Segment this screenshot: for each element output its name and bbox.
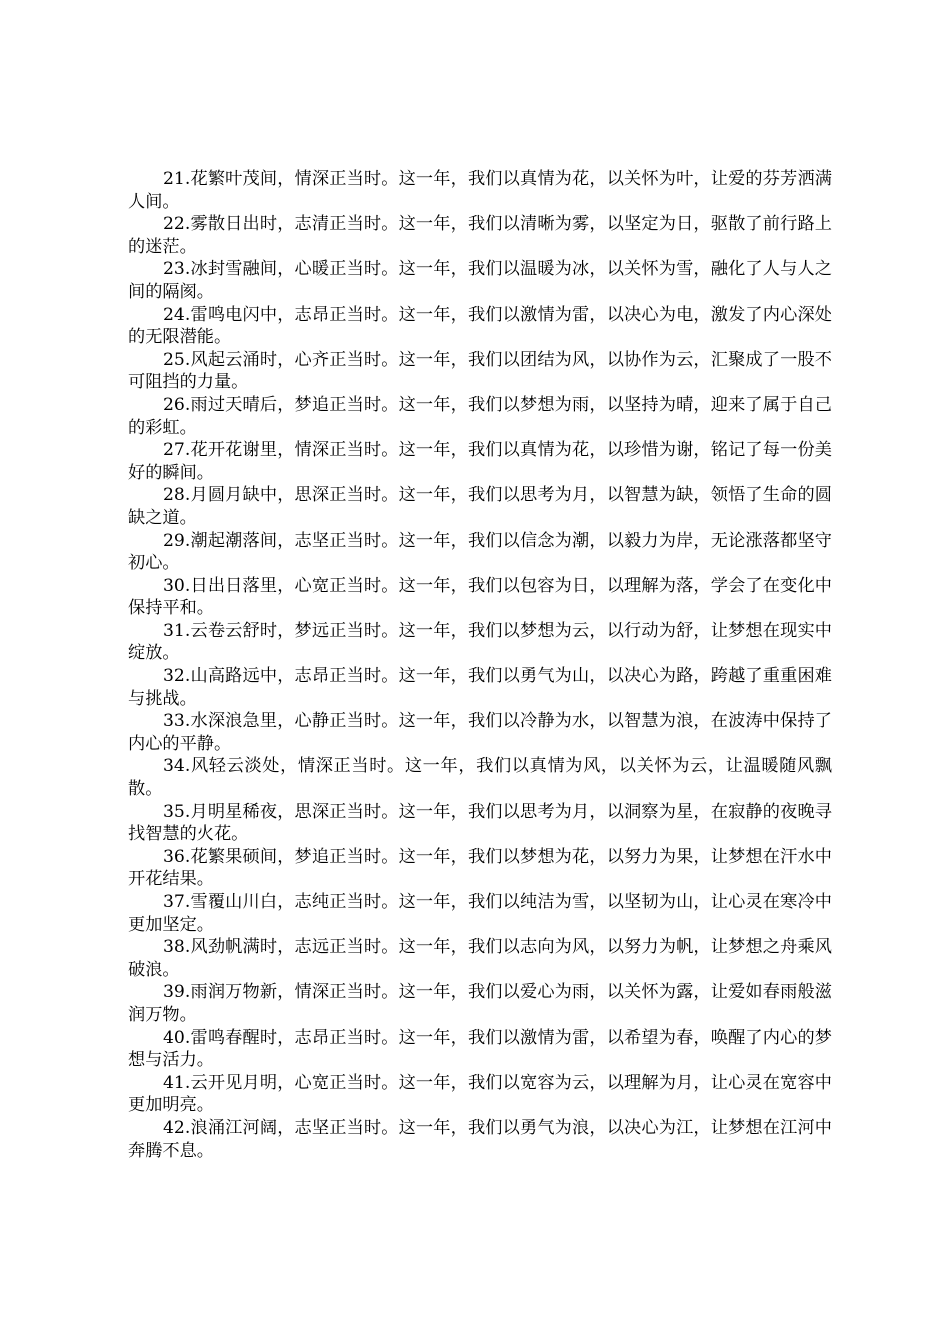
- paragraph-40: 40.雷鸣春醒时，志昂正当时。这一年，我们以激情为雷，以希望为春，唤醒了内心的梦想与活力。: [128, 1027, 832, 1071]
- paragraph-38: 38.风劲帆满时，志远正当时。这一年，我们以志向为风，以努力为帆，让梦想之舟乘风破浪。: [128, 937, 832, 980]
- paragraph-21: 21.花繁叶茂间，情深正当时。这一年，我们以真情为花，以关怀为叶，让爱的芬芳洒满人间。: [128, 169, 832, 212]
- paragraph-30: 30.日出日落里，心宽正当时。这一年，我们以包容为日，以理解为落，学会了在变化中保持平和。: [128, 575, 832, 619]
- paragraph-24: 24.雷鸣电闪中，志昂正当时。这一年，我们以激情为雷，以决心为电，激发了内心深处的无限潜能。: [128, 304, 832, 348]
- paragraph-27: 27.花开花谢里，情深正当时。这一年，我们以真情为花，以珍惜为谢，铭记了每一份美好的瞬间。: [128, 440, 832, 483]
- paragraph-23: 23.冰封雪融间，心暖正当时。这一年，我们以温暖为冰，以关怀为雪，融化了人与人之间的隔阂。: [128, 259, 832, 302]
- paragraph-32: 32.山高路远中，志昂正当时。这一年，我们以勇气为山，以决心为路，跨越了重重困难与挑战。: [128, 666, 832, 709]
- document-body: [128, 168, 832, 1162]
- paragraph-29: 29.潮起潮落间，志坚正当时。这一年，我们以信念为潮，以毅力为岸，无论涨落都坚守初心。: [128, 530, 832, 574]
- paragraph-37: 37.雪覆山川白，志纯正当时。这一年，我们以纯洁为雪，以坚韧为山，让心灵在寒冷中更加坚定。: [128, 892, 832, 935]
- paragraph-36: 36.花繁果硕间，梦追正当时。这一年，我们以梦想为花，以努力为果，让梦想在汗水中开花结果。: [128, 846, 832, 890]
- paragraph-41: 41.云开见月明，心宽正当时。这一年，我们以宽容为云，以理解为月，让心灵在宽容中更加明亮。: [128, 1072, 832, 1116]
- paragraph-33: 33.水深浪急里，心静正当时。这一年，我们以冷静为水，以智慧为浪，在波涛中保持了内心的平静。: [128, 711, 832, 754]
- paragraph-28: 28.月圆月缺中，思深正当时。这一年，我们以思考为月，以智慧为缺，领悟了生命的圆缺之道。: [128, 485, 832, 528]
- paragraph-31: 31.云卷云舒时，梦远正当时。这一年，我们以梦想为云，以行动为舒，让梦想在现实中绽放。: [128, 620, 832, 664]
- paragraph-35: 35.月明星稀夜，思深正当时。这一年，我们以思考为月，以洞察为星，在寂静的夜晚寻找智慧的火花。: [128, 801, 832, 845]
- paragraph-34: 34.风轻云淡处，情深正当时。这一年，我们以真情为风，以关怀为云，让温暖随风飘散。: [128, 756, 832, 800]
- paragraph-25: 25.风起云涌时，心齐正当时。这一年，我们以团结为风，以协作为云，汇聚成了一股不可阻挡的力量。: [128, 349, 832, 393]
- paragraph-42: 42.浪涌江河阔，志坚正当时。这一年，我们以勇气为浪，以决心为江，让梦想在江河中奔腾不息。: [128, 1117, 832, 1161]
- paragraph-26: 26.雨过天晴后，梦追正当时。这一年，我们以梦想为雨，以坚持为晴，迎来了属于自己的彩虹。: [128, 394, 832, 438]
- paragraph-22: 22.雾散日出时，志清正当时。这一年，我们以清晰为雾，以坚定为日，驱散了前行路上的迷茫。: [128, 214, 832, 257]
- paragraph-39: 39.雨润万物新，情深正当时。这一年，我们以爱心为雨，以关怀为露，让爱如春雨般滋润万物。: [128, 982, 832, 1025]
